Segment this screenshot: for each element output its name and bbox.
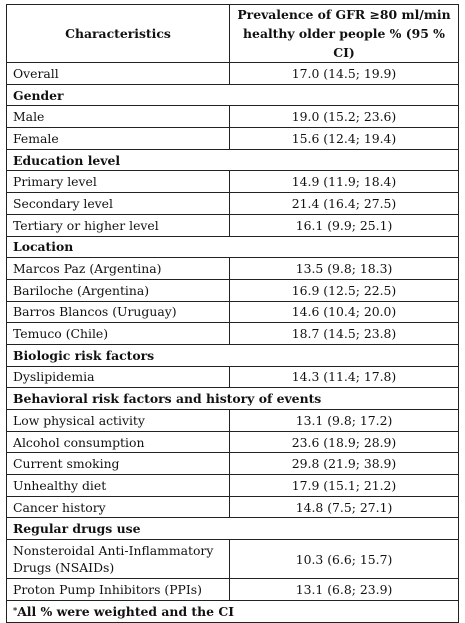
footnote-mark: * <box>13 604 18 615</box>
footnote-row <box>7 600 459 622</box>
section-title: Education level <box>7 149 459 171</box>
header-characteristics: Characteristics <box>7 5 230 63</box>
row-label: Overall <box>7 63 230 85</box>
row-value: 14.9 (11.9; 18.4) <box>230 171 459 193</box>
section-title: Biologic risk factors <box>7 344 459 366</box>
table-row <box>7 475 459 497</box>
row-label: Low physical activity <box>7 410 230 432</box>
table-row <box>7 410 459 432</box>
row-value: 16.1 (9.9; 25.1) <box>230 214 459 236</box>
footnote <box>7 600 459 622</box>
table-row <box>7 193 459 215</box>
row-label: Current smoking <box>7 453 230 475</box>
row-label: Bariloche (Argentina) <box>7 279 230 301</box>
row-value: 10.3 (6.6; 15.7) <box>230 540 459 579</box>
table-row <box>7 301 459 323</box>
section-row-gender <box>7 84 459 106</box>
table-row-overall <box>7 63 459 85</box>
header-prevalence <box>230 5 459 63</box>
row-label: Alcohol consumption <box>7 431 230 453</box>
section-row-education <box>7 149 459 171</box>
table-row <box>7 106 459 128</box>
table-row <box>7 579 459 601</box>
section-row-behavioral-risk <box>7 388 459 410</box>
row-label: Barros Blancos (Uruguay) <box>7 301 230 323</box>
row-value: 14.3 (11.4; 17.8) <box>230 366 459 388</box>
table-container <box>6 4 459 623</box>
row-value: 17.9 (15.1; 21.2) <box>230 475 459 497</box>
table-row <box>7 366 459 388</box>
row-value: 21.4 (16.4; 27.5) <box>230 193 459 215</box>
row-value: 16.9 (12.5; 22.5) <box>230 279 459 301</box>
section-title: Regular drugs use <box>7 518 459 540</box>
row-label: Temuco (Chile) <box>7 323 230 345</box>
row-label: Marcos Paz (Argentina) <box>7 258 230 280</box>
section-row-drugs-use <box>7 518 459 540</box>
header-prevalence-line1: Prevalence of GFR ≥80 ml/min <box>237 7 451 22</box>
row-value: 23.6 (18.9; 28.9) <box>230 431 459 453</box>
table-row <box>7 453 459 475</box>
header-prevalence-line2: healthy older people % (95 % CI) <box>243 26 445 60</box>
row-label: Primary level <box>7 171 230 193</box>
section-title: Gender <box>7 84 459 106</box>
prevalence-table <box>6 4 459 623</box>
row-value: 15.6 (12.4; 19.4) <box>230 128 459 150</box>
row-label: Cancer history <box>7 496 230 518</box>
row-label: Proton Pump Inhibitors (PPIs) <box>7 579 230 601</box>
table-row <box>7 214 459 236</box>
row-value: 13.1 (9.8; 17.2) <box>230 410 459 432</box>
row-value: 14.8 (7.5; 27.1) <box>230 496 459 518</box>
header-row <box>7 5 459 63</box>
section-row-location <box>7 236 459 258</box>
row-label: Unhealthy diet <box>7 475 230 497</box>
section-title: Behavioral risk factors and history of events <box>7 388 459 410</box>
row-value: 18.7 (14.5; 23.8) <box>230 323 459 345</box>
table-row <box>7 496 459 518</box>
row-value: 29.8 (21.9; 38.9) <box>230 453 459 475</box>
section-title: Location <box>7 236 459 258</box>
row-value: 13.1 (6.8; 23.9) <box>230 579 459 601</box>
row-label: Female <box>7 128 230 150</box>
table-row <box>7 279 459 301</box>
table-row <box>7 323 459 345</box>
row-value: 17.0 (14.5; 19.9) <box>230 63 459 85</box>
row-value: 19.0 (15.2; 23.6) <box>230 106 459 128</box>
table-row <box>7 171 459 193</box>
row-value: 14.6 (10.4; 20.0) <box>230 301 459 323</box>
table-row <box>7 258 459 280</box>
row-label: Nonsteroidal Anti-Inflammatory Drugs (NSAIDs) <box>7 540 230 579</box>
footnote-text: All % were weighted and the CI <box>17 603 235 619</box>
table-row <box>7 128 459 150</box>
row-label: Male <box>7 106 230 128</box>
table-row <box>7 431 459 453</box>
row-label: Tertiary or higher level <box>7 214 230 236</box>
row-label: Secondary level <box>7 193 230 215</box>
row-label: Dyslipidemia <box>7 366 230 388</box>
table-row <box>7 540 459 579</box>
section-row-biologic-risk <box>7 344 459 366</box>
row-value: 13.5 (9.8; 18.3) <box>230 258 459 280</box>
